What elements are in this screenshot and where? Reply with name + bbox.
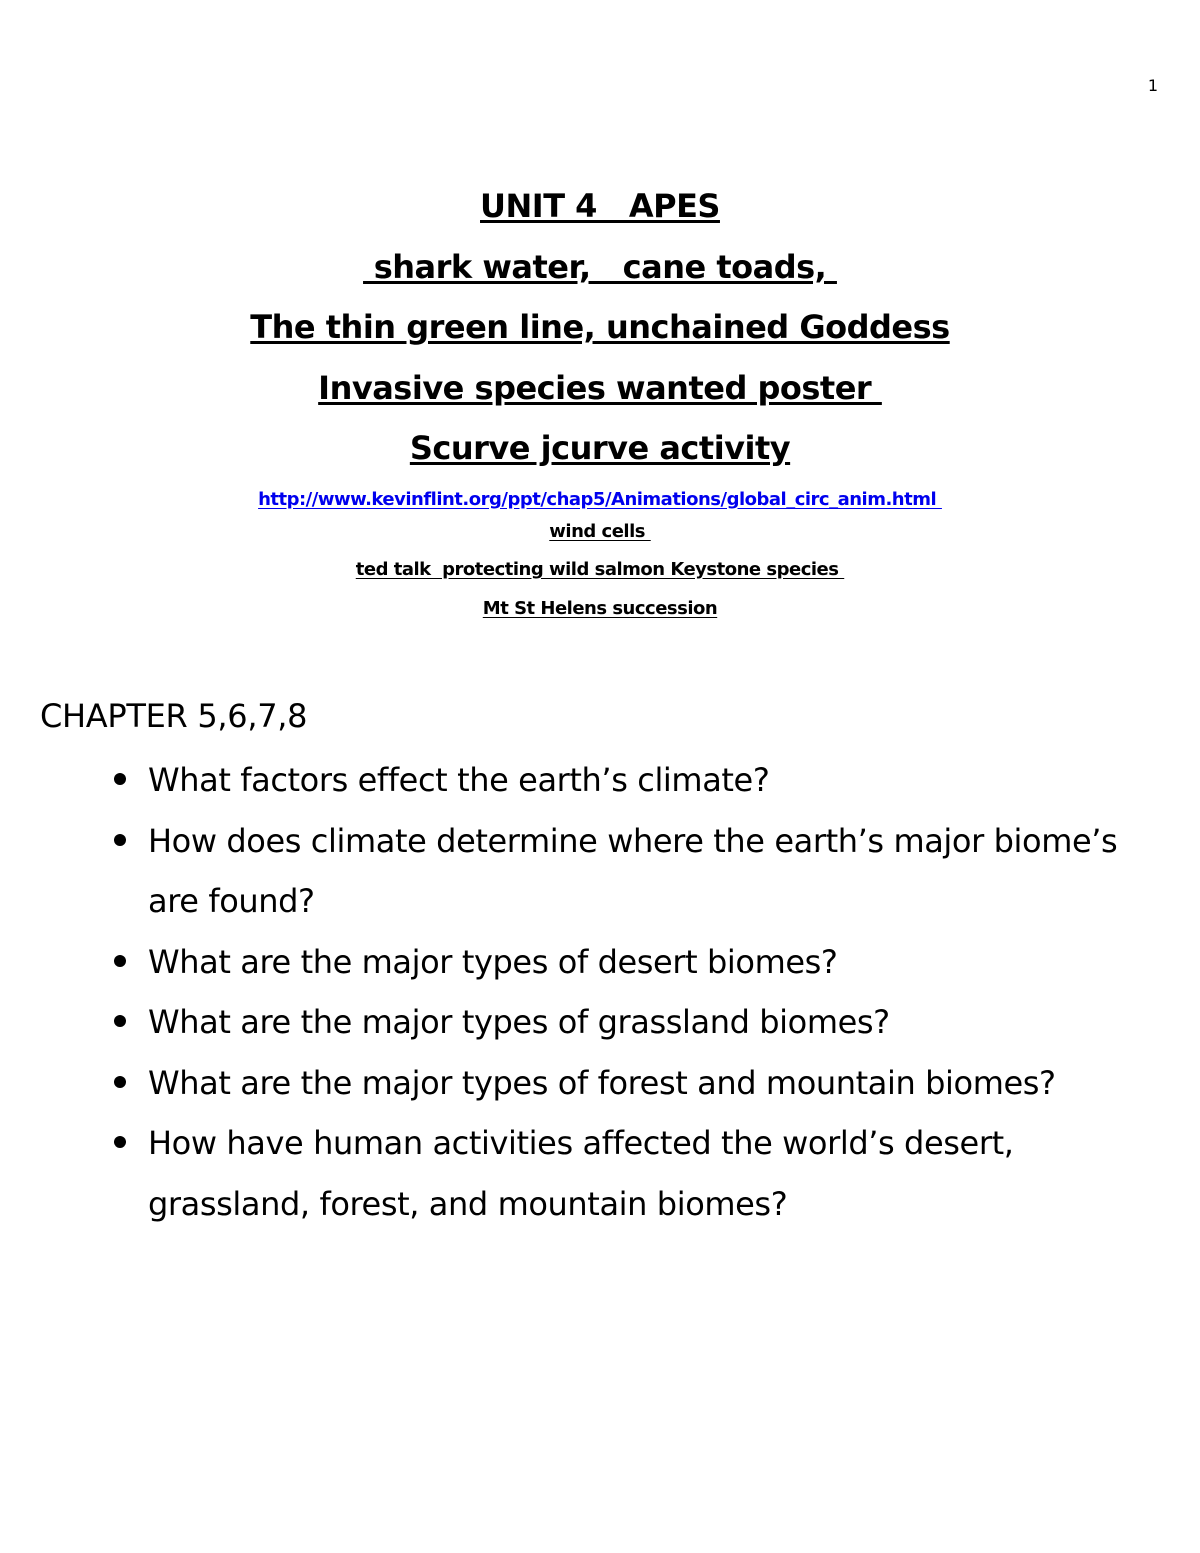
question-text: What factors effect the earth’s climate?	[148, 761, 770, 799]
question-text: What are the major types of forest and mountain biomes?	[148, 1063, 1056, 1102]
question-text: What are the major types of grassland biomes?	[148, 1003, 890, 1041]
header-line-films-2: The thin green line, unchained Goddess	[250, 308, 950, 346]
list-item	[108, 1053, 1168, 1114]
animation-link[interactable]: http://www.kevinflint.org/ppt/chap5/Animations/global_circ_anim.html	[258, 488, 942, 510]
header-line-films: shark water, cane toads,	[363, 247, 837, 286]
unit-header	[0, 176, 1200, 628]
list-item	[108, 750, 1168, 811]
question-text: How have human activities affected the world’s desert, grassland, forest, and mountain biomes?	[148, 1124, 1014, 1223]
list-item	[108, 811, 1168, 932]
bullet-icon	[114, 1136, 126, 1148]
header-small-ted-talk: ted talk protecting wild salmon Keystone species	[355, 559, 845, 580]
header-line-poster: Invasive species wanted poster	[318, 368, 882, 407]
bullet-icon	[114, 773, 126, 785]
page-number: 1	[1147, 76, 1158, 95]
question-text: What are the major types of desert biomes?	[148, 942, 838, 981]
header-small-row-3	[0, 590, 1200, 629]
question-list	[108, 750, 1168, 1234]
header-small-row-1	[0, 513, 1200, 552]
list-item	[108, 1113, 1168, 1234]
header-small-wind-cells: wind cells	[549, 520, 651, 542]
header-small-succession: Mt St Helens succession	[482, 597, 718, 619]
header-line-2-row	[0, 237, 1200, 298]
chapter-heading: CHAPTER 5,6,7,8	[40, 697, 308, 735]
bullet-icon	[114, 955, 126, 967]
header-line-3-row	[0, 297, 1200, 358]
header-line-5-row	[0, 418, 1200, 479]
list-item	[108, 992, 1168, 1053]
bullet-icon	[114, 1076, 126, 1088]
unit-title: UNIT 4 APES	[480, 187, 720, 225]
list-item	[108, 932, 1168, 993]
header-title-row	[0, 176, 1200, 237]
header-small-row-2	[0, 551, 1200, 590]
header-line-4-row	[0, 358, 1200, 419]
bullet-icon	[114, 834, 126, 846]
header-link-row	[0, 487, 1200, 513]
question-text: How does climate determine where the earth’s major biome’s are found?	[148, 821, 1118, 920]
header-line-activity: Scurve jcurve activity	[409, 429, 791, 467]
bullet-icon	[114, 1015, 126, 1027]
